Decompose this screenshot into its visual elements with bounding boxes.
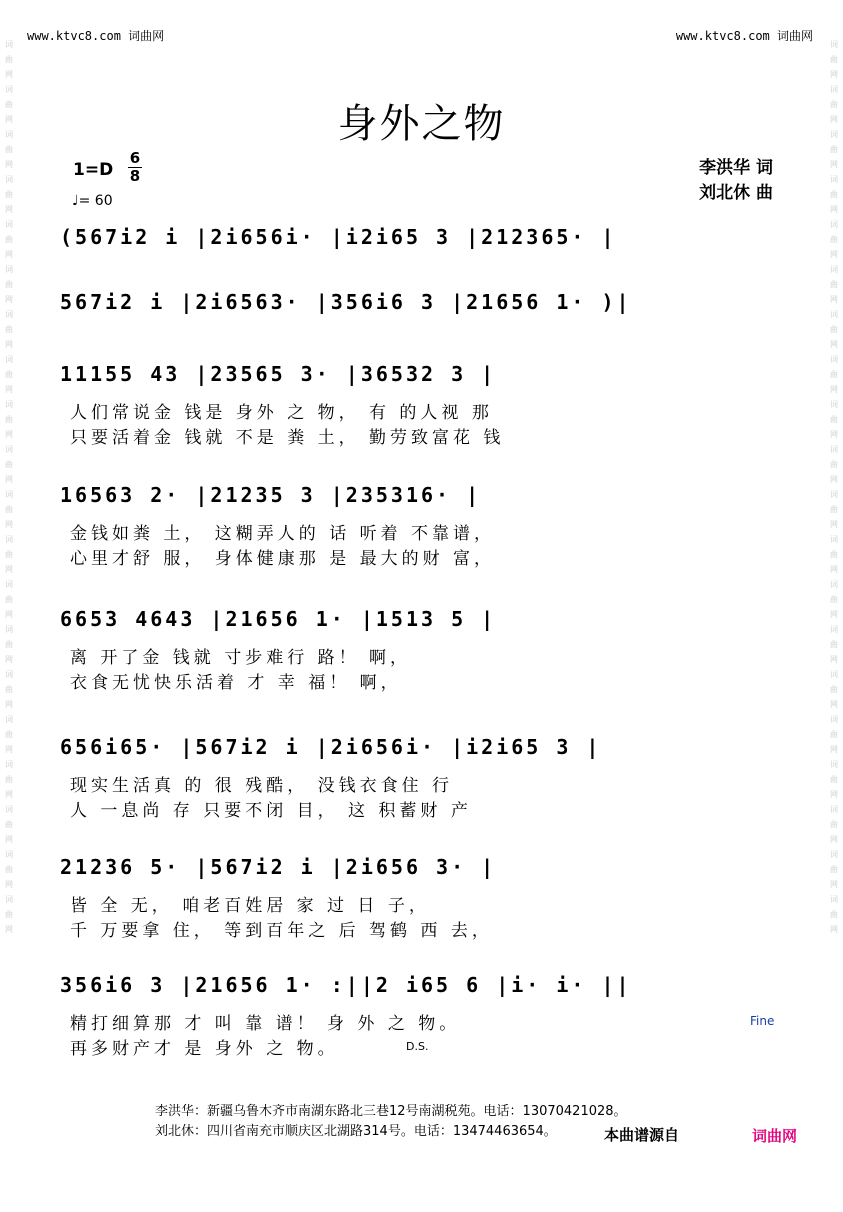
notation-line: (567i2 i |2i656i· |i2i65 3 |212365· | (60, 225, 617, 249)
side-watermark-char: 网 (5, 520, 13, 529)
side-watermark-char: 网 (5, 340, 13, 349)
side-watermark-char: 词 (5, 490, 13, 499)
side-watermark-char: 曲 (830, 640, 838, 649)
lyric-line: 人 一息尚 存 只要不闭 目， 这 积蓄财 产 (70, 801, 472, 821)
side-watermark-char: 词 (5, 535, 13, 544)
side-watermark-char: 词 (830, 625, 838, 634)
side-watermark-char: 网 (5, 205, 13, 214)
side-watermark-char: 词 (5, 670, 13, 679)
side-watermark-char: 词 (830, 85, 838, 94)
side-watermark-char: 词 (830, 130, 838, 139)
side-watermark-char: 网 (5, 70, 13, 79)
side-watermark-char: 网 (5, 745, 13, 754)
ds-mark: D.S. (406, 1040, 429, 1053)
side-watermark-char: 网 (830, 745, 838, 754)
notation-line: 11155 43 |23565 3· |36532 3 | (60, 362, 497, 386)
side-watermark-char: 词 (5, 895, 13, 904)
side-watermark-char: 网 (830, 655, 838, 664)
side-watermark-char: 曲 (5, 460, 13, 469)
side-watermark-char: 曲 (5, 505, 13, 514)
side-watermark-char: 词 (5, 85, 13, 94)
side-watermark-char: 曲 (5, 640, 13, 649)
side-watermark-char: 曲 (5, 730, 13, 739)
side-watermark-char: 网 (830, 565, 838, 574)
side-watermark-char: 词 (830, 715, 838, 724)
side-watermark-char: 网 (5, 385, 13, 394)
lyric-line: 衣食无忧快乐活着 才 幸 福！ 啊， (70, 673, 402, 693)
side-watermark-char: 词 (5, 625, 13, 634)
side-watermark-char: 网 (5, 250, 13, 259)
side-watermark-char: 网 (830, 250, 838, 259)
time-signature-bottom: 8 (129, 167, 141, 185)
side-watermark-char: 网 (5, 700, 13, 709)
notation-line: 6653 4643 |21656 1· |1513 5 | (60, 607, 497, 631)
lyric-line: 皆 全 无， 咱老百姓居 家 过 日 子， (70, 896, 430, 916)
source-label: 本曲谱源自 (600, 1124, 683, 1145)
side-watermark-char: 曲 (830, 415, 838, 424)
side-watermark-char: 词 (5, 175, 13, 184)
side-watermark-char: 网 (830, 115, 838, 124)
side-watermark-char: 网 (5, 115, 13, 124)
side-watermark-char: 词 (5, 760, 13, 769)
side-watermark-char: 词 (830, 265, 838, 274)
side-watermark-char: 曲 (830, 505, 838, 514)
side-watermark-char: 曲 (5, 910, 13, 919)
side-watermark-right (827, 0, 841, 1212)
side-watermark-char: 曲 (830, 730, 838, 739)
side-watermark-char: 曲 (5, 325, 13, 334)
side-watermark-char: 网 (830, 385, 838, 394)
side-watermark-char: 曲 (5, 145, 13, 154)
side-watermark-char: 词 (5, 445, 13, 454)
side-watermark-char: 曲 (830, 550, 838, 559)
brand-logo-text: 词曲网 (752, 1127, 798, 1145)
side-watermark-char: 词 (5, 220, 13, 229)
side-watermark-char: 曲 (830, 280, 838, 289)
notation-line: 567i2 i |2i6563· |356i6 3 |21656 1· )| (60, 290, 632, 314)
side-watermark-char: 曲 (830, 145, 838, 154)
site-watermark-right: www.ktvc8.com 词曲网 (675, 29, 813, 43)
lyric-line: 再多财产才 是 身外 之 物。 (70, 1039, 339, 1059)
side-watermark-char: 网 (5, 880, 13, 889)
side-watermark-char: 词 (830, 445, 838, 454)
side-watermark-char: 曲 (5, 775, 13, 784)
footer-lyricist-contact: 李洪华：新疆乌鲁木齐市南湖东路北三巷12号南湖税苑。电话：13070421028。 (155, 1104, 627, 1119)
side-watermark-char: 网 (830, 520, 838, 529)
side-watermark-char: 词 (830, 805, 838, 814)
side-watermark-char: 曲 (5, 55, 13, 64)
side-watermark-char: 词 (830, 310, 838, 319)
side-watermark-char: 曲 (5, 280, 13, 289)
side-watermark-char: 词 (830, 175, 838, 184)
notation-line: 356i6 3 |21656 1· :||2 i65 6 |i· i· || (60, 973, 632, 997)
side-watermark-char: 词 (5, 805, 13, 814)
side-watermark-char: 曲 (830, 685, 838, 694)
side-watermark-char: 曲 (830, 100, 838, 109)
side-watermark-char: 网 (830, 475, 838, 484)
side-watermark-char: 曲 (5, 100, 13, 109)
lyric-line: 精打细算那 才 叫 靠 谱！ 身 外 之 物。 (70, 1014, 461, 1034)
side-watermark-char: 网 (5, 430, 13, 439)
lyric-line: 人们常说金 钱是 身外 之 物， 有 的人视 那 (70, 403, 493, 423)
composer-credit: 刘北休 曲 (699, 183, 773, 203)
side-watermark-char: 网 (830, 430, 838, 439)
side-watermark-char: 网 (5, 925, 13, 934)
side-watermark-char: 曲 (830, 820, 838, 829)
side-watermark-char: 曲 (830, 460, 838, 469)
side-watermark-char: 词 (5, 580, 13, 589)
side-watermark-char: 曲 (5, 190, 13, 199)
lyric-line: 只要活着金 钱就 不是 粪 土， 勤劳致富花 钱 (70, 428, 505, 448)
side-watermark-char: 曲 (830, 190, 838, 199)
side-watermark-char: 词 (5, 400, 13, 409)
side-watermark-char: 网 (830, 835, 838, 844)
time-signature-top: 6 (129, 149, 141, 167)
side-watermark-char: 曲 (5, 595, 13, 604)
side-watermark-char: 曲 (830, 235, 838, 244)
side-watermark-char: 网 (830, 205, 838, 214)
key-signature: 1=D (73, 160, 114, 180)
side-watermark-char: 词 (830, 670, 838, 679)
lyric-line: 心里才舒 服， 身体健康那 是 最大的财 富， (70, 549, 496, 569)
side-watermark-char: 曲 (5, 235, 13, 244)
side-watermark-char: 曲 (830, 370, 838, 379)
side-watermark-char: 网 (830, 790, 838, 799)
side-watermark-char: 词 (830, 400, 838, 409)
side-watermark-char: 词 (830, 760, 838, 769)
side-watermark-char: 曲 (830, 775, 838, 784)
side-watermark-char: 网 (5, 610, 13, 619)
side-watermark-char: 词 (5, 850, 13, 859)
side-watermark-char: 网 (5, 160, 13, 169)
side-watermark-char: 曲 (830, 595, 838, 604)
side-watermark-char: 词 (830, 895, 838, 904)
side-watermark-char: 网 (830, 925, 838, 934)
side-watermark-char: 网 (5, 475, 13, 484)
side-watermark-char: 词 (5, 265, 13, 274)
side-watermark-char: 网 (5, 295, 13, 304)
side-watermark-char: 词 (830, 220, 838, 229)
side-watermark-char: 词 (5, 715, 13, 724)
time-signature (128, 150, 142, 185)
side-watermark-char: 网 (5, 565, 13, 574)
side-watermark-char: 曲 (5, 370, 13, 379)
side-watermark-char: 词 (830, 850, 838, 859)
site-watermark-left: www.ktvc8.com 词曲网 (27, 29, 165, 43)
lyric-line: 金钱如粪 土， 这糊弄人的 话 听着 不靠谱， (70, 524, 496, 544)
side-watermark-char: 曲 (5, 820, 13, 829)
side-watermark-char: 曲 (830, 910, 838, 919)
side-watermark-char: 网 (5, 835, 13, 844)
side-watermark-char: 词 (830, 580, 838, 589)
lyric-line: 千 万要拿 住， 等到百年之 后 驾鹤 西 去， (70, 921, 493, 941)
side-watermark-char: 网 (830, 295, 838, 304)
side-watermark-char: 网 (830, 70, 838, 79)
side-watermark-char: 词 (5, 310, 13, 319)
side-watermark-char: 网 (5, 790, 13, 799)
side-watermark-char: 曲 (5, 550, 13, 559)
side-watermark-char: 词 (830, 535, 838, 544)
side-watermark-char: 网 (830, 880, 838, 889)
side-watermark-char: 网 (830, 340, 838, 349)
side-watermark-char: 曲 (830, 325, 838, 334)
side-watermark-left (2, 0, 16, 1212)
side-watermark-char: 词 (830, 355, 838, 364)
notation-line: 656i65· |567i2 i |2i656i· |i2i65 3 | (60, 735, 602, 759)
side-watermark-char: 网 (830, 610, 838, 619)
fine-mark: Fine (750, 1014, 775, 1028)
notation-line: 16563 2· |21235 3 |235316· | (60, 483, 482, 507)
footer-composer-contact: 刘北休：四川省南充市顺庆区北湖路314号。电话：13474463654。 (155, 1124, 557, 1139)
lyricist-credit: 李洪华 词 (699, 158, 773, 178)
side-watermark-char: 词 (5, 355, 13, 364)
side-watermark-char: 曲 (5, 685, 13, 694)
side-watermark-char: 曲 (5, 415, 13, 424)
side-watermark-char: 词 (5, 130, 13, 139)
side-watermark-char: 网 (830, 160, 838, 169)
tempo-marking: ♩= 60 (72, 193, 113, 209)
lyric-line: 现实生活真 的 很 残酷， 没钱衣食住 行 (70, 776, 454, 796)
side-watermark-char: 词 (830, 490, 838, 499)
side-watermark-char: 曲 (5, 865, 13, 874)
side-watermark-char: 网 (830, 700, 838, 709)
lyric-line: 离 开了金 钱就 寸步难行 路！ 啊， (70, 648, 412, 668)
song-title: 身外之物 (337, 101, 506, 147)
side-watermark-char: 曲 (830, 865, 838, 874)
side-watermark-char: 词 (830, 40, 838, 49)
notation-line: 21236 5· |567i2 i |2i656 3· | (60, 855, 497, 879)
side-watermark-char: 曲 (830, 55, 838, 64)
side-watermark-char: 词 (5, 40, 13, 49)
side-watermark-char: 网 (5, 655, 13, 664)
